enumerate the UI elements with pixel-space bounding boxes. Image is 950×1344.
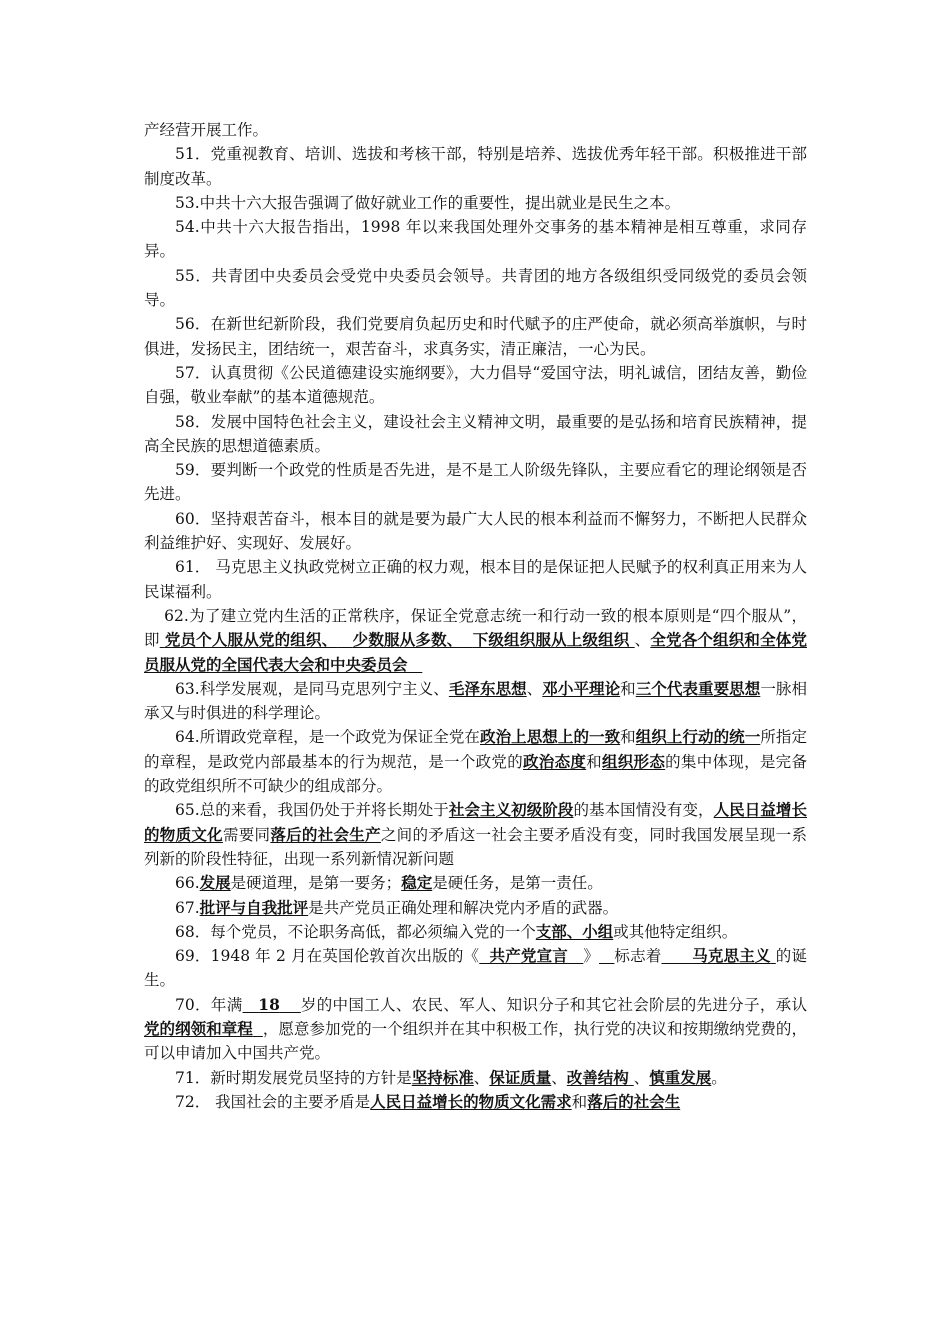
p69-blank-pad — [568, 947, 583, 965]
p64-answer-2: 组织上行动的统一 — [635, 727, 761, 747]
p63-answer-2: 邓小平理论 — [542, 678, 621, 698]
p66-text-3: 是硬任务，是第一责任。 — [432, 874, 603, 893]
p63-text-4: 一脉相承又与时俱进的科学理论。 — [144, 679, 807, 723]
p64-text-2: 和 — [620, 728, 636, 747]
p63-text-3: 和 — [620, 679, 636, 698]
p70-text-3: ，愿意参加党的一个组织并在其中积极工作，执行党的决议和按期缴纳党费的，可以申请加入中国共产党。 — [144, 1019, 807, 1063]
p62-text-2: 、 — [634, 631, 651, 650]
p71-answer-2: 保证质量 — [489, 1067, 552, 1087]
paragraph-51: 51．党重视教育、培训、选拔和考核干部，特别是培养、选拔优秀年轻干部。积极推进干部制度改革。 — [144, 145, 807, 188]
p68-text-2: 或其他特定组织。 — [613, 922, 738, 941]
p67-text-1: 67. — [175, 898, 200, 917]
p65-text-3: 需要同 — [222, 825, 271, 844]
p66-text-1: 66. — [175, 874, 200, 893]
p72-answer-1: 人民日益增长的物质文化需求 — [370, 1091, 572, 1111]
p72-text-1: 72． 我国社会的主要矛盾是 — [175, 1092, 371, 1111]
p62-blank-pad — [408, 656, 423, 674]
p63-text-1: 63.科学发展观，是同马克思列宁主义、 — [175, 679, 449, 698]
p72-answer-2: 落后的社会生 — [587, 1091, 681, 1111]
p65-answer-3: 落后的社会生产 — [270, 824, 381, 844]
p69-blank-pad — [661, 947, 692, 965]
paragraph-71 — [144, 1066, 807, 1090]
p67-answer-1: 批评与自我批评 — [199, 897, 309, 917]
paragraph-64 — [144, 725, 807, 798]
paragraph-67 — [144, 896, 807, 920]
p64-answer-4: 组织形态 — [601, 751, 666, 771]
p70-answer-1: 18 — [258, 994, 280, 1014]
p69-answer-1: 共产党宣言 — [489, 946, 568, 966]
p70-blank-pad — [253, 1020, 263, 1038]
paragraph-68 — [144, 920, 807, 944]
paragraph-69 — [144, 944, 807, 993]
p70-text-1: 70．年满 — [175, 995, 243, 1014]
p62-text-1: 62.为了建立党内生活的正常秩序，保证全党意志统一和行动一致的根本原则是“四个服从”，即 — [144, 606, 807, 650]
paragraph-56: 56．在新世纪新阶段，我们党要肩负起历史和时代赋予的庄严使命，就必须高举旗帜，与时俱进，发扬民主，团结统一，艰苦奋斗，求真务实，清正廉洁，一心为民。 — [144, 315, 807, 358]
paragraph-60: 60．坚持艰苦奋斗，根本目的就是要为最广大人民的根本利益而不懈努力，不断把人民群众利益维护好、实现好、发展好。 — [144, 509, 807, 553]
p69-text-3: 标志着 — [614, 947, 662, 966]
p62-answer-4: 全党各个组织和全体党员服从党的全国代表大会和中央委员会 — [144, 630, 807, 674]
p71-text-4: 、 — [633, 1068, 650, 1087]
p65-text-1: 65.总的来看，我国仍处于并将长期处于 — [175, 801, 449, 820]
p69-text-2: 》 — [583, 947, 600, 966]
p64-answer-3: 政治态度 — [522, 751, 587, 771]
p69-text-4: 的诞生。 — [144, 947, 807, 990]
paragraph-55: 55．共青团中央委员会受党中央委员会领导。共青团的地方各级组织受同级党的委员会领导。 — [144, 266, 807, 310]
p67-text-2: 是共产党员正确处理和解决党内矛盾的武器。 — [308, 898, 619, 917]
p62-blank-pad — [462, 631, 472, 649]
p71-answer-4: 慎重发展 — [649, 1067, 712, 1087]
p62-answer-3: 下级组织服从上级组织 — [472, 630, 630, 650]
p63-answer-1: 毛泽东思想 — [448, 678, 527, 698]
p68-answer-1: 支部、小组 — [535, 921, 614, 941]
paragraph-72 — [144, 1090, 807, 1114]
paragraph-66 — [144, 871, 807, 895]
p62-blank-pad — [337, 631, 352, 649]
p63-answer-3: 三个代表重要思想 — [635, 678, 761, 698]
p62-answer-1: 党员个人服从党的组织、 — [164, 630, 338, 650]
p69-answer-2: 马克思主义 — [692, 946, 771, 966]
p70-blank-pad — [280, 996, 301, 1014]
paragraph-58: 58．发展中国特色社会主义，建设社会主义精神文明，最重要的是弘扬和培育民族精神，提高全民族的思想道德素质。 — [144, 412, 807, 455]
paragraph-57: 57．认真贯彻《公民道德建设实施纲要》，大力倡导“爱国守法，明礼诚信，团结友善，勤俭自强，敬业奉献”的基本道德规范。 — [144, 363, 807, 407]
paragraph-70 — [144, 993, 807, 1066]
paragraph-53: 53.中共十六大报告强调了做好就业工作的重要性，提出就业是民生之本。 — [175, 193, 681, 212]
document-body — [144, 118, 807, 1114]
p69-text-1: 69．1948 年 2 月在英国伦敦首次出版的《 — [175, 947, 480, 966]
p66-text-2: 是硬道理，是第一要务； — [230, 874, 402, 893]
p64-text-4: 和 — [586, 752, 602, 771]
p66-answer-1: 发展 — [199, 873, 231, 893]
p65-text-2: 的基本国情没有变， — [573, 801, 714, 820]
p65-answer-2: 人民日益增长的物质文化 — [144, 800, 807, 844]
paragraph-61: 61． 马克思主义执政党树立正确的权力观，根本目的是保证把人民赋予的权利真正用来为人民谋福利。 — [144, 558, 807, 601]
paragraph-65 — [144, 798, 807, 871]
p64-answer-1: 政治上思想上的一致 — [480, 727, 621, 747]
paragraph-59: 59．要判断一个政党的性质是否先进，是不是工人阶级先锋队，主要应看它的理论纲领是否先进。 — [144, 461, 807, 504]
p62-answer-2: 少数服从多数、 — [352, 630, 463, 650]
p70-text-2: 岁的中国工人、农民、军人、知识分子和其它社会阶层的先进分子，承认 — [300, 995, 807, 1014]
p70-answer-2: 党的纲领和章程 — [144, 1018, 253, 1038]
p64-text-5: 的集中体现，是完备的政党组织所不可缺少的组成部分。 — [144, 752, 807, 796]
p71-answer-3: 改善结构 — [566, 1067, 629, 1087]
p70-blank-pad — [243, 996, 259, 1014]
p68-text-1: 68．每个党员，不论职务高低，都必须编入党的一个 — [175, 922, 536, 941]
p64-text-1: 64.所谓政党章程，是一个政党为保证全党在 — [175, 728, 481, 747]
p72-text-2: 和 — [571, 1092, 588, 1111]
p64-text-3: 所指定的章程，是政党内部最基本的行为规范，是一个政党的 — [144, 728, 807, 771]
p69-blank-pad — [479, 947, 489, 965]
p69-blank-pad — [599, 947, 614, 965]
p66-answer-2: 稳定 — [401, 873, 433, 893]
p71-text-5: 。 — [711, 1068, 727, 1087]
paragraph-54: 54.中共十六大报告指出，1998 年以来我国处理外交事务的基本精神是相互尊重，求同存异。 — [144, 218, 807, 261]
paragraph-62 — [144, 604, 807, 677]
p65-answer-1: 社会主义初级阶段 — [448, 800, 574, 820]
paragraph-continuation: 产经营开展工作。 — [144, 121, 269, 139]
p71-answer-1: 坚持标准 — [411, 1067, 474, 1087]
p63-text-2: 、 — [526, 679, 543, 698]
p71-text-3: 、 — [551, 1068, 567, 1087]
paragraph-63 — [144, 677, 807, 726]
p65-text-4: 之间的矛盾这一社会主要矛盾没有变，同时我国发展呈现一系列新的阶段性特征，出现一系列新情况新问题 — [144, 825, 807, 868]
p71-text-2: 、 — [473, 1068, 490, 1087]
p71-text-1: 71．新时期发展党员坚持的方针是 — [175, 1068, 412, 1087]
